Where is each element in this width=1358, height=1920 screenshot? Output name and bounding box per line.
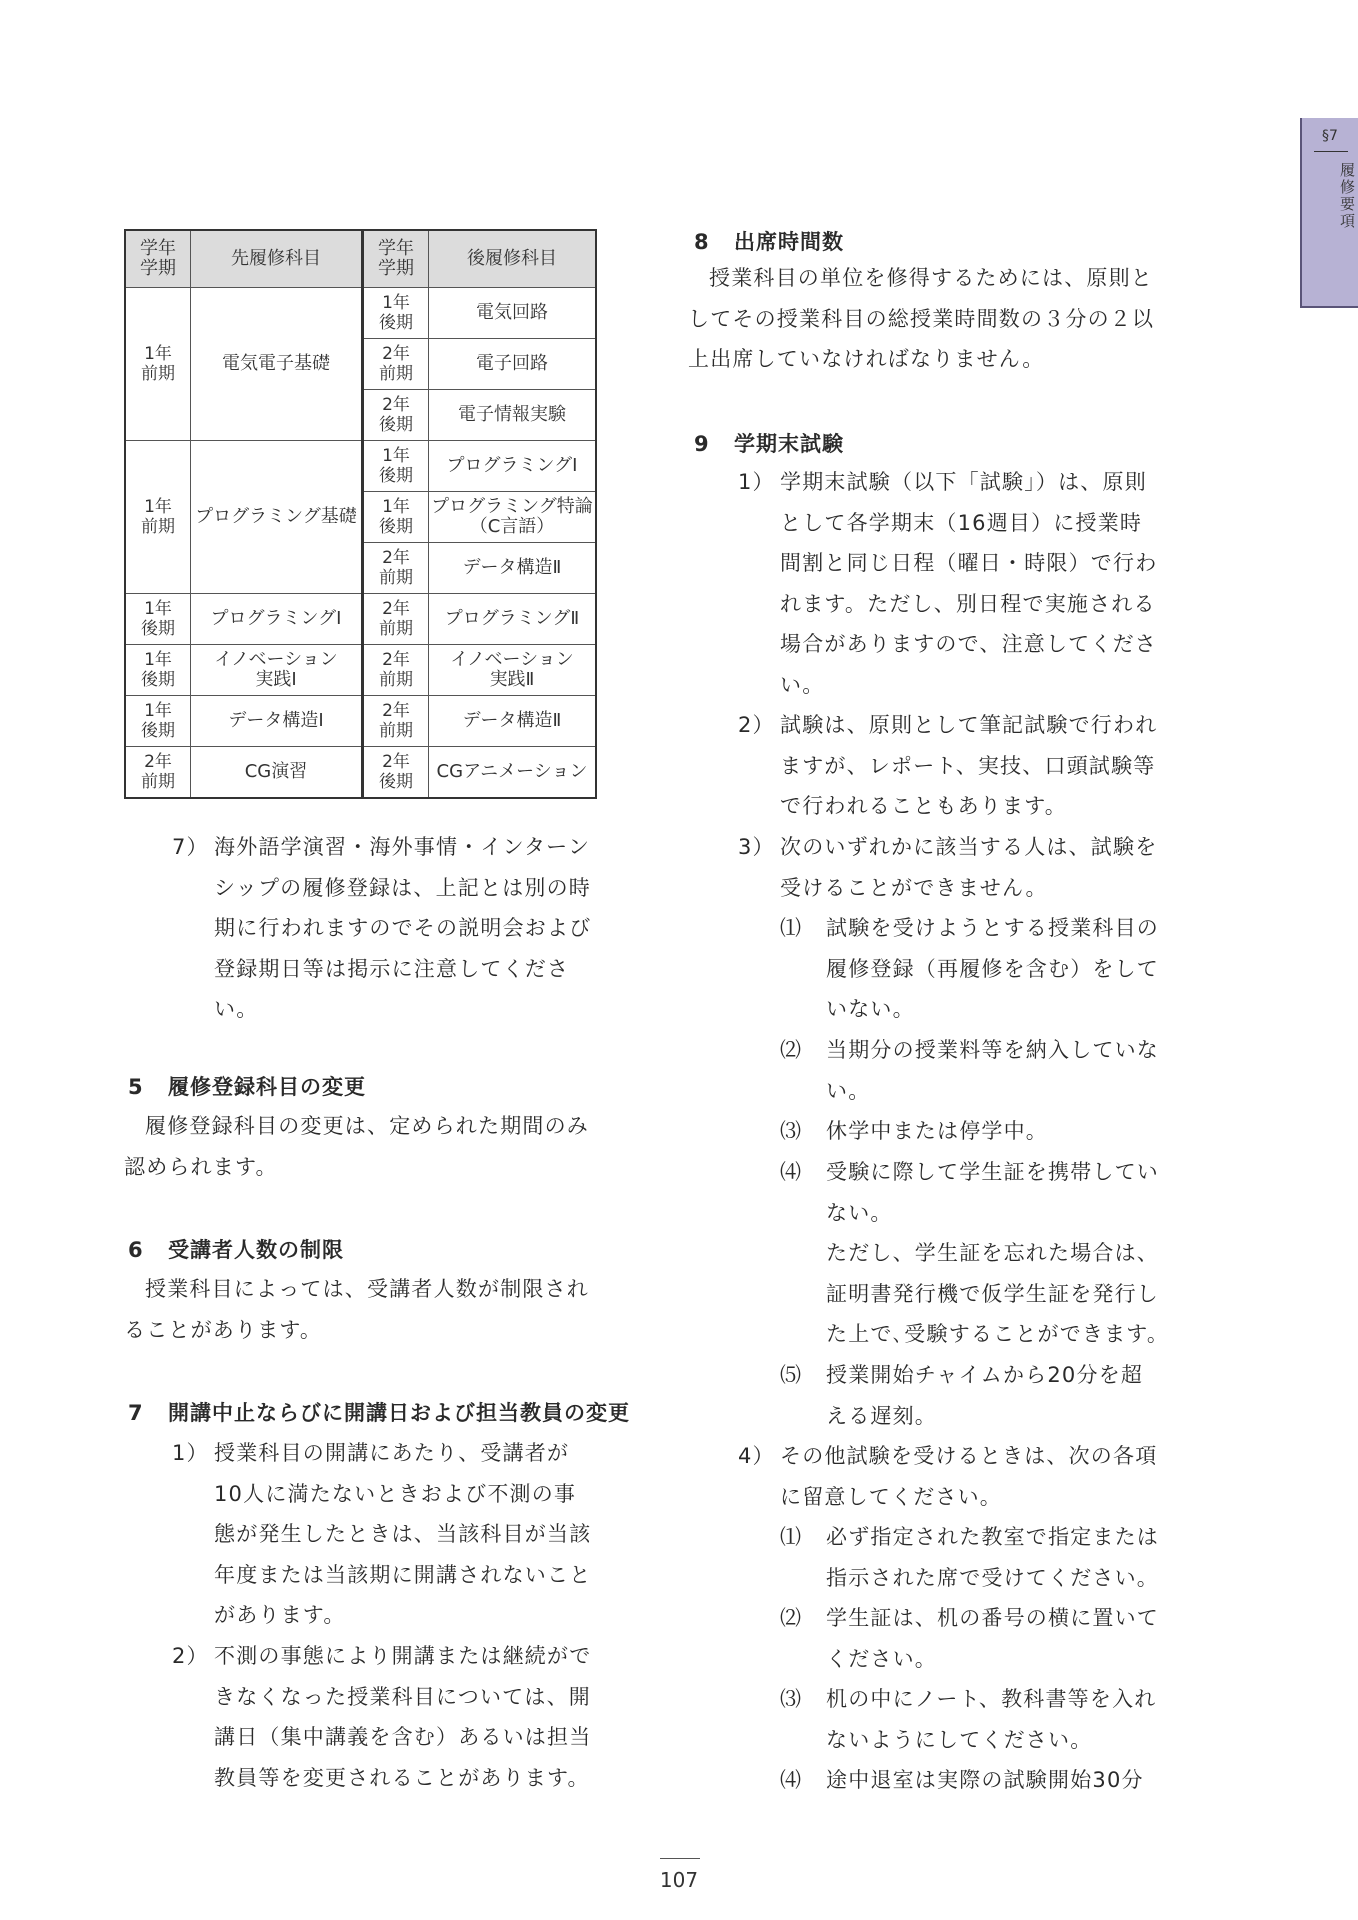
cell-line: 学年 — [378, 238, 414, 259]
cell-line: プログラミング特論 — [431, 496, 593, 517]
text-line: 場合がありますので、注意してくださ — [780, 632, 1157, 656]
table-cell: プログラミングⅠ — [191, 594, 363, 645]
sub-marker: ⑸ — [780, 1363, 803, 1387]
cell-line: 後期 — [379, 517, 413, 537]
text-line: 授業科目の単位を修得するためには、原則と — [709, 266, 1153, 290]
sub-text — [826, 1111, 1048, 1152]
sub-text — [826, 1517, 1159, 1598]
cell-line: 後期 — [141, 619, 175, 639]
table-cell: 電子回路 — [429, 339, 597, 390]
text-line: 途中退室は実際の試験開始30分 — [826, 1768, 1144, 1792]
cell-line: 2年 — [382, 701, 410, 721]
item-text — [214, 1636, 591, 1798]
text-line: 認められます。 — [124, 1154, 278, 1179]
text-line: で行われることもあります。 — [780, 794, 1067, 818]
table-cell — [363, 492, 429, 543]
section-title-vertical: 履修要項 — [1338, 162, 1356, 230]
text-line: 不測の事態により開講または継続がで — [214, 1644, 592, 1668]
item-text — [214, 827, 591, 1030]
table-cell — [429, 492, 597, 543]
text-line: い。 — [826, 1078, 871, 1103]
table-cell — [363, 441, 429, 492]
cell-line: 1年 — [144, 599, 172, 619]
item-marker: 1） — [738, 470, 775, 494]
table-cell — [125, 747, 191, 799]
cell-line: 2年 — [382, 548, 410, 568]
page-number: 107 — [659, 1868, 699, 1892]
sub-marker: ⑷ — [780, 1160, 803, 1184]
tab-divider — [1314, 151, 1348, 152]
cell-line: 1年 — [382, 497, 410, 517]
text-line: 履修登録科目の変更は、定められた期間のみ — [145, 1114, 589, 1138]
text-line: 机の中にノート、教科書等を入れ — [826, 1687, 1157, 1711]
header-semester — [363, 230, 429, 288]
sub-text — [826, 1152, 1169, 1355]
table-cell — [363, 645, 429, 696]
table-cell — [125, 645, 191, 696]
sub-marker: ⑶ — [780, 1687, 803, 1711]
text-line: い。 — [780, 672, 825, 697]
table-cell — [363, 747, 429, 799]
table-cell — [363, 339, 429, 390]
item-text — [214, 1433, 591, 1636]
page-number-rule — [660, 1858, 700, 1859]
text-line: た上で､受験することができます。 — [826, 1322, 1170, 1346]
text-line: ない。 — [826, 1200, 893, 1225]
table-cell: 電気電子基礎 — [191, 288, 363, 441]
table-cell — [125, 441, 191, 594]
cell-line: 実践Ⅱ — [489, 669, 535, 690]
text-line: える遅刻。 — [826, 1403, 937, 1428]
sub-marker: ⑵ — [780, 1606, 803, 1630]
section-heading-6: 6 受講者人数の制限 — [128, 1238, 344, 1262]
table-cell: データ構造Ⅱ — [429, 543, 597, 594]
table-cell: データ構造Ⅱ — [429, 696, 597, 747]
section-side-tab — [1300, 118, 1358, 308]
cell-line: 2年 — [382, 650, 410, 670]
cell-line: 学年 — [140, 238, 176, 259]
cell-line: 前期 — [379, 721, 413, 741]
table-cell — [191, 645, 363, 696]
cell-line: 1年 — [382, 446, 410, 466]
section-heading-9: 9 学期末試験 — [694, 432, 844, 456]
text-line: その他試験を受けるときは、次の各項 — [780, 1444, 1158, 1468]
text-line: いない。 — [826, 997, 915, 1021]
cell-line: 後期 — [141, 721, 175, 741]
cell-line: 後期 — [379, 772, 413, 792]
cell-line: （C言語） — [469, 516, 555, 537]
text-line: 間割と同じ日程（曜日・時限）で行わ — [780, 551, 1158, 575]
cell-line: 後期 — [379, 313, 413, 333]
sub-marker: ⑷ — [780, 1768, 803, 1792]
header-prerequisite: 先履修科目 — [191, 230, 363, 288]
text-line: に留意してください。 — [780, 1484, 1002, 1509]
cell-line: 2年 — [382, 395, 410, 415]
table-cell — [429, 645, 597, 696]
text-line: きなくなった授業科目については、開 — [214, 1684, 591, 1709]
cell-line: 1年 — [144, 497, 172, 517]
sub-marker: ⑵ — [780, 1038, 803, 1062]
text-line: ないようにしてください。 — [826, 1727, 1093, 1752]
section-5-text — [124, 1106, 589, 1187]
text-line: 海外語学演習・海外事情・インターン — [214, 835, 591, 859]
table-cell: 電気回路 — [429, 288, 597, 339]
item-marker: 7） — [172, 835, 209, 859]
text-line: い。 — [214, 997, 259, 1021]
cell-line: 前期 — [379, 670, 413, 690]
cell-line: 1年 — [382, 293, 410, 313]
section-heading-5: 5 履修登録科目の変更 — [128, 1075, 366, 1099]
text-line: 次のいずれかに該当する人は、試験を — [780, 835, 1158, 859]
item-marker: 2） — [738, 713, 775, 737]
cell-line: 学期 — [378, 258, 414, 279]
text-line: 上出席していなければなりません。 — [688, 347, 1045, 371]
cell-line: 2年 — [144, 752, 172, 772]
text-line: 指示された席で受けてください。 — [826, 1565, 1159, 1590]
text-line: 登録期日等は掲示に注意してくださ — [214, 956, 570, 981]
table-cell: プログラミング基礎 — [191, 441, 363, 594]
sub-marker: ⑴ — [780, 1525, 803, 1549]
text-line: 10人に満たないときおよび不測の事 — [214, 1481, 577, 1506]
table-cell — [363, 288, 429, 339]
text-line: シップの履修登録は、上記とは別の時 — [214, 875, 591, 900]
section-heading-7: 7 開講中止ならびに開講日および担当教員の変更 — [128, 1401, 630, 1425]
section-6-text — [124, 1269, 589, 1350]
cell-line: 後期 — [379, 466, 413, 486]
header-subsequent: 後履修科目 — [429, 230, 597, 288]
section-8-text — [688, 258, 1154, 380]
text-line: れます。ただし、別日程で実施される — [780, 591, 1156, 616]
text-line: 教員等を変更されることがあります。 — [214, 1765, 590, 1790]
text-line: ることがあります。 — [124, 1317, 323, 1342]
cell-line: 1年 — [144, 344, 172, 364]
cell-line: 1年 — [144, 701, 172, 721]
table-cell: プログラミングⅠ — [429, 441, 597, 492]
text-line: 試験は、原則として筆記試験で行われ — [780, 713, 1158, 737]
header-semester — [125, 230, 191, 288]
table-cell: 電子情報実験 — [429, 390, 597, 441]
cell-line: 前期 — [141, 364, 175, 384]
cell-line: 学期 — [140, 258, 176, 279]
table-cell — [363, 594, 429, 645]
text-line: 態が発生したときは、当該科目が当該 — [214, 1522, 592, 1546]
sub-text — [826, 1679, 1156, 1760]
table-cell — [125, 288, 191, 441]
cell-line: イノベーション — [450, 649, 574, 670]
table-cell — [363, 543, 429, 594]
item-text — [780, 827, 1157, 908]
cell-line: 前期 — [141, 772, 175, 792]
text-line: 授業科目の開講にあたり、受講者が — [214, 1441, 570, 1465]
cell-line: イノベーション — [214, 649, 338, 670]
text-line: 講日（集中講義を含む）あるいは担当 — [214, 1725, 592, 1749]
table-cell — [363, 696, 429, 747]
text-line: 受けることができません。 — [780, 875, 1048, 900]
sub-marker: ⑶ — [780, 1119, 803, 1143]
cell-line: 2年 — [382, 344, 410, 364]
sub-text — [826, 908, 1159, 1030]
table-cell: データ構造Ⅰ — [191, 696, 363, 747]
table-cell — [363, 390, 429, 441]
text-line: 授業科目によっては、受講者人数が制限され — [145, 1277, 589, 1301]
item-marker: 1） — [172, 1441, 209, 1465]
table-cell: CG演習 — [191, 747, 363, 799]
text-line: 必ず指定された教室で指定または — [826, 1525, 1159, 1549]
text-line: ますが、レポート、実技、口頭試験等 — [780, 753, 1156, 778]
table-cell — [125, 696, 191, 747]
text-line: 授業開始チャイムから20分を超 — [826, 1363, 1144, 1387]
item-marker: 3） — [738, 835, 775, 859]
text-line: 試験を受けようとする授業科目の — [826, 916, 1159, 940]
text-line: 証明書発行機で仮学生証を発行し — [826, 1281, 1159, 1306]
item-text — [780, 1436, 1157, 1517]
item-marker: 2） — [172, 1644, 209, 1668]
item-marker: 4） — [738, 1444, 775, 1468]
text-line: してその授業科目の総授業時間数の３分の２以 — [688, 306, 1155, 331]
table-cell: CGアニメーション — [429, 747, 597, 799]
item-text — [780, 462, 1157, 705]
table-cell — [125, 594, 191, 645]
cell-line: 後期 — [379, 415, 413, 435]
cell-line: 1年 — [144, 650, 172, 670]
section-number: §7 — [1322, 128, 1338, 144]
cell-line: 前期 — [141, 517, 175, 537]
text-line: ください。 — [826, 1646, 937, 1671]
sub-text — [826, 1030, 1159, 1111]
sub-text — [826, 1760, 1144, 1801]
text-line: があります。 — [214, 1603, 346, 1627]
text-line: 期に行われますのでその説明会および — [214, 916, 592, 940]
text-line: 履修登録（再履修を含む）をして — [826, 956, 1159, 981]
cell-line: 後期 — [141, 670, 175, 690]
text-line: 休学中または停学中。 — [826, 1119, 1048, 1143]
sub-marker: ⑴ — [780, 916, 803, 940]
cell-line: 実践Ⅰ — [255, 669, 297, 690]
text-line: 年度または当該期に開講されないこと — [214, 1562, 592, 1587]
text-line: 学生証は、机の番号の横に置いて — [826, 1606, 1159, 1630]
section-heading-8: 8 出席時間数 — [694, 230, 844, 254]
item-text — [780, 705, 1157, 827]
cell-line: 前期 — [379, 619, 413, 639]
text-line: ただし、学生証を忘れた場合は、 — [826, 1241, 1159, 1265]
sub-text — [826, 1355, 1143, 1436]
text-line: 当期分の授業料等を納入していな — [826, 1038, 1159, 1062]
table-cell: プログラミングⅡ — [429, 594, 597, 645]
cell-line: 2年 — [382, 599, 410, 619]
text-line: として各学期末（16週目）に授業時 — [780, 510, 1143, 535]
prerequisite-table — [124, 229, 597, 799]
sub-text — [826, 1598, 1159, 1679]
text-line: 受験に際して学生証を携帯してい — [826, 1160, 1159, 1184]
cell-line: 前期 — [379, 364, 413, 384]
cell-line: 2年 — [382, 752, 410, 772]
text-line: 学期末試験（以下「試験」）は、原則 — [780, 470, 1147, 494]
cell-line: 前期 — [379, 568, 413, 588]
